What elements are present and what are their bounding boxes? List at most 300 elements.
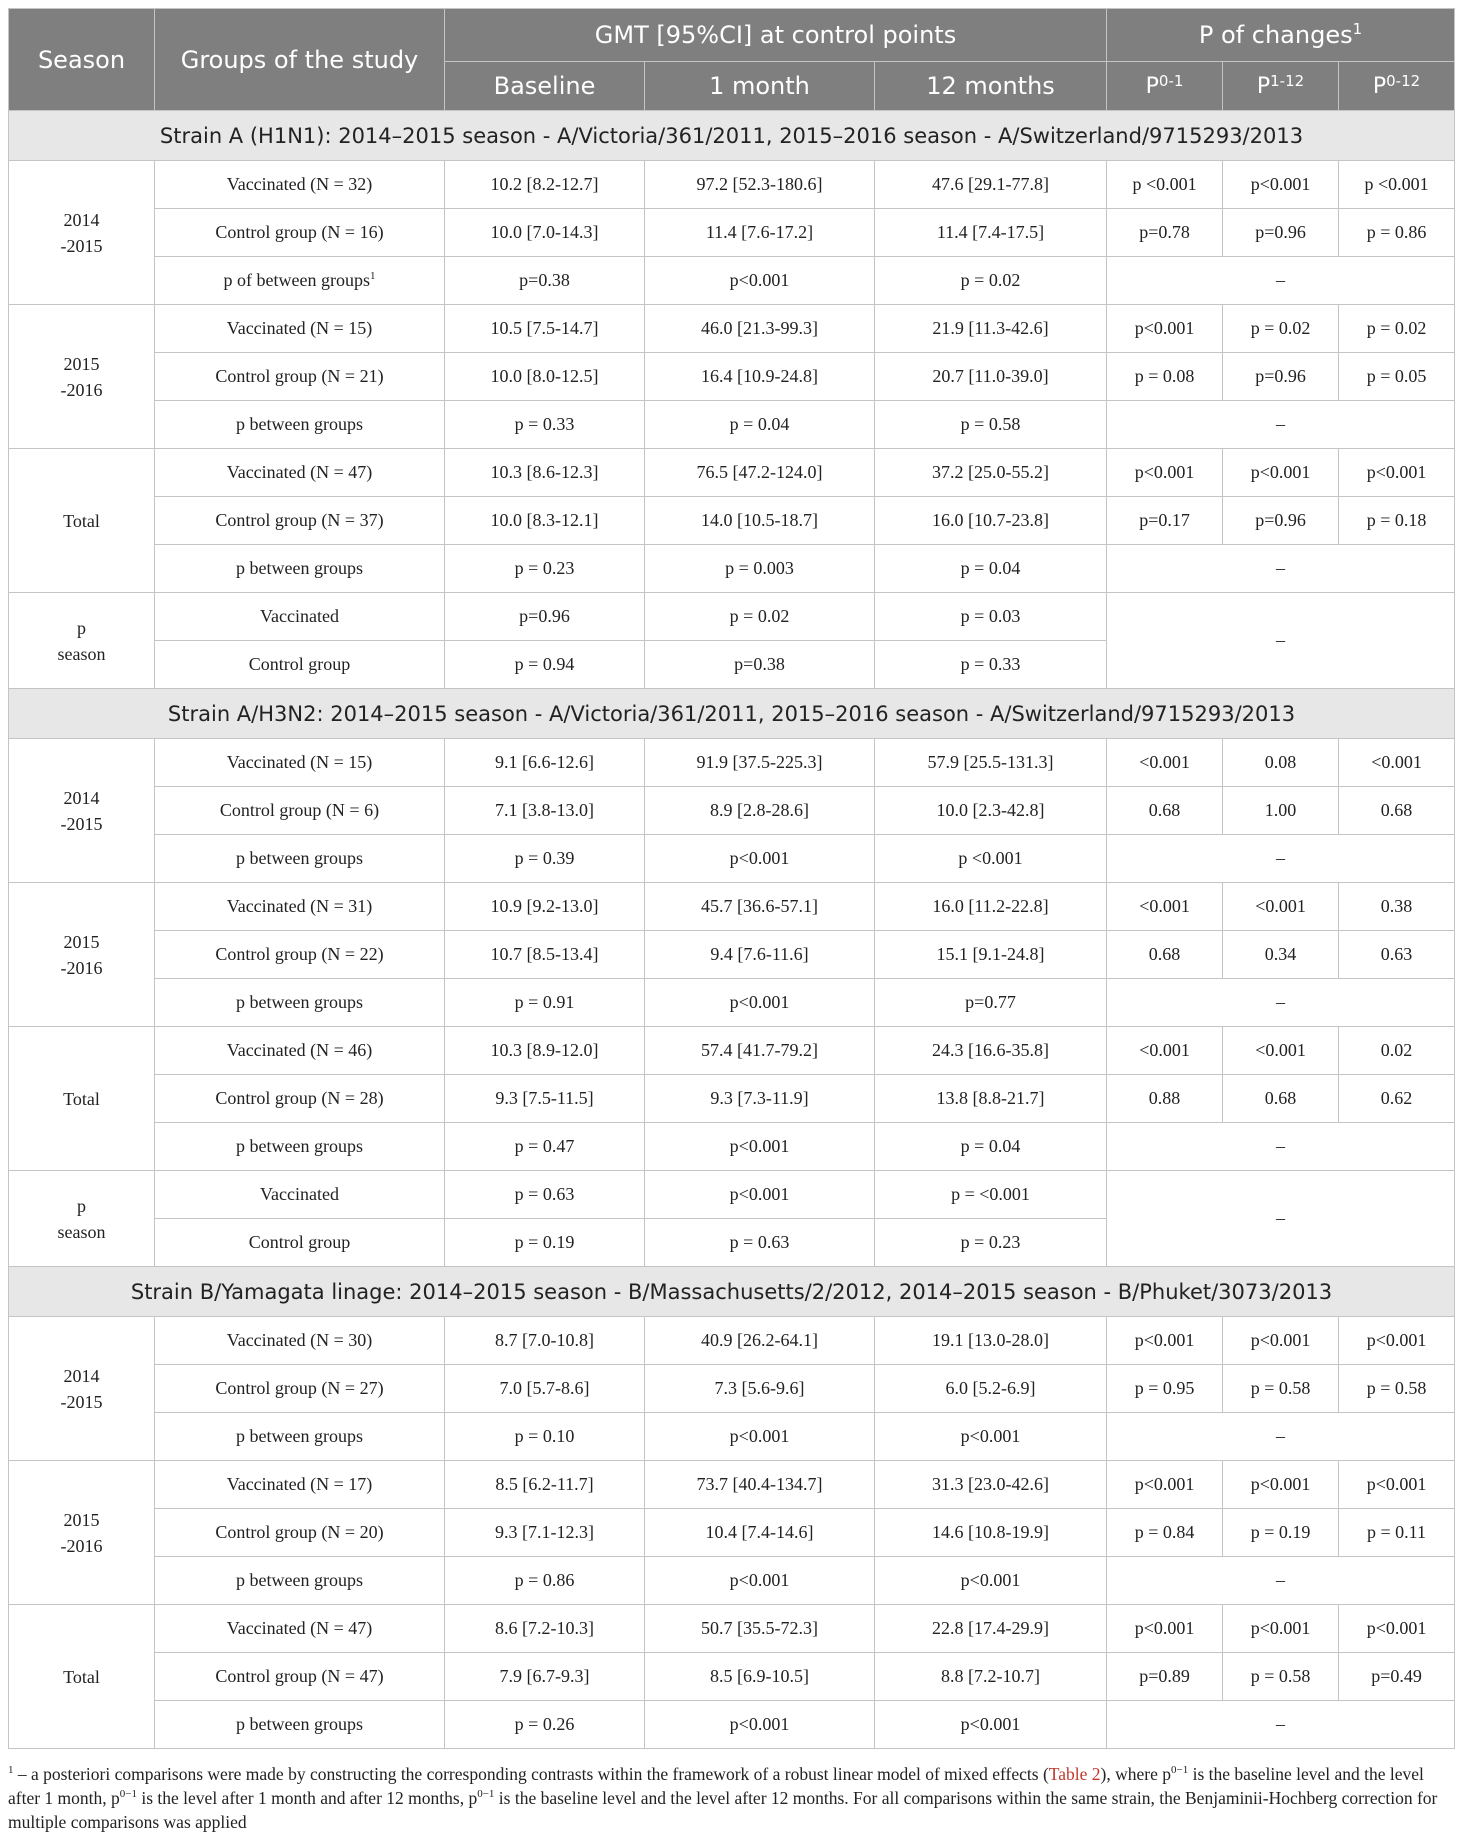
month-12-cell: p = 0.04 bbox=[875, 545, 1107, 593]
header-season: Season bbox=[9, 9, 155, 111]
p-season-label: p bbox=[77, 617, 86, 638]
group-cell bbox=[155, 1365, 445, 1413]
group-cell bbox=[155, 931, 445, 979]
baseline-cell: 10.0 [7.0-14.3] bbox=[445, 209, 645, 257]
table-row bbox=[9, 401, 1455, 449]
group-cell bbox=[155, 1509, 445, 1557]
group-label: p of between groups bbox=[223, 270, 370, 290]
group-cell bbox=[155, 1653, 445, 1701]
p-0-1-cell: p=0.78 bbox=[1107, 209, 1223, 257]
footnote-sup-2: 0−1 bbox=[119, 1788, 137, 1800]
month-1-cell: p<0.001 bbox=[645, 1557, 875, 1605]
month-1-cell: 76.5 [47.2-124.0] bbox=[645, 449, 875, 497]
baseline-cell: 10.9 [9.2-13.0] bbox=[445, 883, 645, 931]
group-label: Control group (N = 27) bbox=[215, 1378, 384, 1398]
month-12-cell: 57.9 [25.5-131.3] bbox=[875, 739, 1107, 787]
group-cell bbox=[155, 739, 445, 787]
p-0-12-cell: p<0.001 bbox=[1339, 449, 1455, 497]
p-1-12-cell: p<0.001 bbox=[1223, 1317, 1339, 1365]
group-label: Control group (N = 6) bbox=[219, 800, 380, 820]
season-cell bbox=[9, 1461, 155, 1605]
month-12-cell: p = <0.001 bbox=[875, 1171, 1107, 1219]
p-1-12-cell: 0.08 bbox=[1223, 739, 1339, 787]
group-cell bbox=[155, 209, 445, 257]
baseline-cell: 8.6 [7.2-10.3] bbox=[445, 1605, 645, 1653]
baseline-cell: p=0.96 bbox=[445, 593, 645, 641]
group-label: Control group (N = 28) bbox=[215, 1088, 384, 1108]
p-changes-dash-cell: – bbox=[1107, 1557, 1455, 1605]
baseline-cell: p = 0.23 bbox=[445, 545, 645, 593]
month-12-cell: p = 0.02 bbox=[875, 257, 1107, 305]
p-1-12-cell: p = 0.19 bbox=[1223, 1509, 1339, 1557]
p-1-12-cell: 1.00 bbox=[1223, 787, 1339, 835]
month-1-cell: 9.4 [7.6-11.6] bbox=[645, 931, 875, 979]
group-cell bbox=[155, 305, 445, 353]
p-0-12-cell: <0.001 bbox=[1339, 739, 1455, 787]
month-12-cell: p = 0.03 bbox=[875, 593, 1107, 641]
p-1-12-cell: <0.001 bbox=[1223, 883, 1339, 931]
table-row bbox=[9, 1461, 1455, 1509]
month-12-cell: 14.6 [10.8-19.9] bbox=[875, 1509, 1107, 1557]
strain-title: Strain B/Yamagata linage: 2014–2015 season - B/Massachusetts/2/2012, 2014–2015 season - B/Phuket/3073/2013 bbox=[9, 1267, 1455, 1317]
month-12-cell: 47.6 [29.1-77.8] bbox=[875, 161, 1107, 209]
group-cell bbox=[155, 787, 445, 835]
month-1-cell: p<0.001 bbox=[645, 1701, 875, 1749]
group-label: p between groups bbox=[236, 992, 363, 1012]
group-label: p between groups bbox=[236, 1426, 363, 1446]
table-row bbox=[9, 883, 1455, 931]
table-row bbox=[9, 1701, 1455, 1749]
group-cell bbox=[155, 1461, 445, 1509]
p-1-12-cell: 0.68 bbox=[1223, 1075, 1339, 1123]
month-1-cell: 50.7 [35.5-72.3] bbox=[645, 1605, 875, 1653]
group-cell bbox=[155, 497, 445, 545]
table-row bbox=[9, 739, 1455, 787]
season-label: Total bbox=[63, 1666, 100, 1687]
p-1-12-cell: p<0.001 bbox=[1223, 449, 1339, 497]
group-label: Control group (N = 16) bbox=[215, 222, 384, 242]
p-changes-dash-cell: – bbox=[1107, 1123, 1455, 1171]
month-1-cell: p = 0.02 bbox=[645, 593, 875, 641]
season-label: 2014 bbox=[63, 1365, 100, 1386]
month-1-cell: 73.7 [40.4-134.7] bbox=[645, 1461, 875, 1509]
month-12-cell: 37.2 [25.0-55.2] bbox=[875, 449, 1107, 497]
month-12-cell: 10.0 [2.3-42.8] bbox=[875, 787, 1107, 835]
baseline-cell: 10.3 [8.9-12.0] bbox=[445, 1027, 645, 1075]
table-row bbox=[9, 787, 1455, 835]
season-cell bbox=[9, 161, 155, 305]
month-12-cell: 6.0 [5.2-6.9] bbox=[875, 1365, 1107, 1413]
month-12-cell: p<0.001 bbox=[875, 1701, 1107, 1749]
month-12-cell: 13.8 [8.8-21.7] bbox=[875, 1075, 1107, 1123]
p-changes-dash-cell: – bbox=[1107, 401, 1455, 449]
p-1-12-cell: p=0.96 bbox=[1223, 209, 1339, 257]
p-changes-dash-cell: – bbox=[1107, 257, 1455, 305]
month-1-cell: p = 0.003 bbox=[645, 545, 875, 593]
table-row bbox=[9, 353, 1455, 401]
table-body bbox=[9, 111, 1455, 1749]
baseline-cell: p = 0.91 bbox=[445, 979, 645, 1027]
strain-title: Strain A (H1N1): 2014–2015 season - A/Victoria/361/2011, 2015–2016 season - A/Switzerland/9715293/2013 bbox=[9, 111, 1455, 161]
month-12-cell: p<0.001 bbox=[875, 1413, 1107, 1461]
group-label: Vaccinated (N = 30) bbox=[226, 1330, 373, 1350]
group-footnote-marker: 1 bbox=[369, 270, 376, 282]
footnote-marker: 1 bbox=[8, 1764, 14, 1776]
season-cell bbox=[9, 1027, 155, 1171]
group-cell: Vaccinated bbox=[155, 593, 445, 641]
p-1-12-cell: p = 0.02 bbox=[1223, 305, 1339, 353]
group-label: Vaccinated (N = 15) bbox=[226, 752, 373, 772]
table-row bbox=[9, 161, 1455, 209]
month-12-cell: 11.4 [7.4-17.5] bbox=[875, 209, 1107, 257]
baseline-cell: p = 0.94 bbox=[445, 641, 645, 689]
month-12-cell: p=0.77 bbox=[875, 979, 1107, 1027]
group-cell bbox=[155, 257, 445, 305]
header-p-changes-sup: 1 bbox=[1352, 20, 1363, 38]
group-cell bbox=[155, 353, 445, 401]
table-header bbox=[9, 9, 1455, 111]
p-0-1-cell: <0.001 bbox=[1107, 1027, 1223, 1075]
group-label: Control group (N = 47) bbox=[215, 1666, 384, 1686]
group-label: Vaccinated (N = 31) bbox=[226, 896, 373, 916]
table-row bbox=[9, 1317, 1455, 1365]
group-label: p between groups bbox=[236, 1714, 363, 1734]
header-1-month: 1 month bbox=[645, 62, 875, 111]
header-p-1-12-sup: 1-12 bbox=[1270, 71, 1305, 90]
header-p-changes-label: P of changes bbox=[1198, 21, 1353, 49]
month-12-cell: 8.8 [7.2-10.7] bbox=[875, 1653, 1107, 1701]
season-cell bbox=[9, 1605, 155, 1749]
season-label: 2015 bbox=[63, 353, 100, 374]
month-12-cell: 21.9 [11.3-42.6] bbox=[875, 305, 1107, 353]
group-label: Vaccinated (N = 15) bbox=[226, 318, 373, 338]
month-1-cell: p<0.001 bbox=[645, 1123, 875, 1171]
table-row bbox=[9, 1653, 1455, 1701]
group-cell bbox=[155, 1701, 445, 1749]
group-cell bbox=[155, 835, 445, 883]
group-label: p between groups bbox=[236, 1570, 363, 1590]
table-row bbox=[9, 835, 1455, 883]
header-gmt: GMT [95%CI] at control points bbox=[445, 9, 1107, 62]
group-cell bbox=[155, 161, 445, 209]
header-p-1-12-label: P bbox=[1256, 73, 1271, 99]
header-p-0-1-sup: 0-1 bbox=[1158, 71, 1184, 90]
month-1-cell: 9.3 [7.3-11.9] bbox=[645, 1075, 875, 1123]
baseline-cell: p = 0.10 bbox=[445, 1413, 645, 1461]
group-label: p between groups bbox=[236, 1136, 363, 1156]
p-0-12-cell: p<0.001 bbox=[1339, 1605, 1455, 1653]
group-cell bbox=[155, 1557, 445, 1605]
footnote-sup-1: 0−1 bbox=[1170, 1764, 1189, 1776]
p-0-12-cell: 0.68 bbox=[1339, 787, 1455, 835]
season-label-2: -2015 bbox=[60, 813, 103, 834]
p-0-1-cell: 0.68 bbox=[1107, 931, 1223, 979]
p-0-1-cell: p<0.001 bbox=[1107, 1317, 1223, 1365]
gmt-table bbox=[8, 8, 1455, 1749]
header-p-changes bbox=[1107, 9, 1455, 62]
month-12-cell: 24.3 [16.6-35.8] bbox=[875, 1027, 1107, 1075]
table-row bbox=[9, 1075, 1455, 1123]
p-changes-dash-cell: – bbox=[1107, 545, 1455, 593]
baseline-cell: 8.5 [6.2-11.7] bbox=[445, 1461, 645, 1509]
p-season-row bbox=[9, 1171, 1455, 1219]
month-1-cell: 16.4 [10.9-24.8] bbox=[645, 353, 875, 401]
month-1-cell: 7.3 [5.6-9.6] bbox=[645, 1365, 875, 1413]
season-cell bbox=[9, 883, 155, 1027]
month-1-cell: 14.0 [10.5-18.7] bbox=[645, 497, 875, 545]
season-label-2: -2016 bbox=[60, 379, 103, 400]
group-label: Control group (N = 20) bbox=[215, 1522, 384, 1542]
baseline-cell: 10.5 [7.5-14.7] bbox=[445, 305, 645, 353]
p-season-label-2: season bbox=[57, 1221, 106, 1242]
footnote-table-link[interactable]: Table 2 bbox=[1048, 1764, 1101, 1784]
baseline-cell: p = 0.47 bbox=[445, 1123, 645, 1171]
group-label: Control group (N = 21) bbox=[215, 366, 384, 386]
baseline-cell: 10.3 [8.6-12.3] bbox=[445, 449, 645, 497]
season-label-2: -2015 bbox=[60, 235, 103, 256]
p-season-cell bbox=[9, 1171, 155, 1267]
month-1-cell: p = 0.63 bbox=[645, 1219, 875, 1267]
footnote-text-5: is the baseline level and the level after 12 months. For all comparisons within the same strain, the Benjaminii-Hochberg correction for multiple comparisons was applied bbox=[8, 1788, 1438, 1832]
group-cell bbox=[155, 979, 445, 1027]
season-label-2: -2015 bbox=[60, 1391, 103, 1412]
p-season-row bbox=[9, 593, 1455, 641]
season-cell bbox=[9, 449, 155, 593]
header-p-0-12-label: P bbox=[1372, 73, 1387, 99]
table-row bbox=[9, 497, 1455, 545]
p-changes-dash-cell: – bbox=[1107, 1701, 1455, 1749]
group-cell bbox=[155, 1075, 445, 1123]
month-1-cell: 45.7 [36.6-57.1] bbox=[645, 883, 875, 931]
baseline-cell: 10.0 [8.0-12.5] bbox=[445, 353, 645, 401]
baseline-cell: p = 0.86 bbox=[445, 1557, 645, 1605]
month-12-cell: 20.7 [11.0-39.0] bbox=[875, 353, 1107, 401]
p-0-12-cell: p<0.001 bbox=[1339, 1317, 1455, 1365]
table-row bbox=[9, 1123, 1455, 1171]
group-cell bbox=[155, 1317, 445, 1365]
group-cell: Control group bbox=[155, 641, 445, 689]
group-cell bbox=[155, 883, 445, 931]
strain-header-row bbox=[9, 111, 1455, 161]
header-groups: Groups of the study bbox=[155, 9, 445, 111]
p-0-12-cell: p=0.49 bbox=[1339, 1653, 1455, 1701]
p-season-label-2: season bbox=[57, 643, 106, 664]
month-12-cell: p = 0.58 bbox=[875, 401, 1107, 449]
p-0-12-cell: p <0.001 bbox=[1339, 161, 1455, 209]
p-1-12-cell: p=0.96 bbox=[1223, 497, 1339, 545]
season-label-2: -2016 bbox=[60, 957, 103, 978]
p-0-1-cell: <0.001 bbox=[1107, 739, 1223, 787]
month-1-cell: p<0.001 bbox=[645, 1413, 875, 1461]
season-label-2: -2016 bbox=[60, 1535, 103, 1556]
month-12-cell: p = 0.23 bbox=[875, 1219, 1107, 1267]
season-label: Total bbox=[63, 510, 100, 531]
p-1-12-cell: <0.001 bbox=[1223, 1027, 1339, 1075]
header-12-months: 12 months bbox=[875, 62, 1107, 111]
p-changes-dash-cell: – bbox=[1107, 593, 1455, 689]
group-cell bbox=[155, 545, 445, 593]
baseline-cell: 10.7 [8.5-13.4] bbox=[445, 931, 645, 979]
group-cell: Control group bbox=[155, 1219, 445, 1267]
table-row bbox=[9, 1605, 1455, 1653]
month-12-cell: 16.0 [11.2-22.8] bbox=[875, 883, 1107, 931]
month-12-cell: p <0.001 bbox=[875, 835, 1107, 883]
group-cell bbox=[155, 449, 445, 497]
p-0-1-cell: p<0.001 bbox=[1107, 449, 1223, 497]
month-12-cell: p = 0.04 bbox=[875, 1123, 1107, 1171]
month-1-cell: p<0.001 bbox=[645, 835, 875, 883]
season-label: 2014 bbox=[63, 209, 100, 230]
p-season-cell bbox=[9, 593, 155, 689]
month-12-cell: p = 0.33 bbox=[875, 641, 1107, 689]
month-12-cell: p<0.001 bbox=[875, 1557, 1107, 1605]
season-label: Total bbox=[63, 1088, 100, 1109]
baseline-cell: 8.7 [7.0-10.8] bbox=[445, 1317, 645, 1365]
month-12-cell: 22.8 [17.4-29.9] bbox=[875, 1605, 1107, 1653]
group-cell bbox=[155, 1027, 445, 1075]
baseline-cell: 10.0 [8.3-12.1] bbox=[445, 497, 645, 545]
season-cell bbox=[9, 739, 155, 883]
footnote-text-2: ), where p bbox=[1100, 1764, 1171, 1784]
month-1-cell: 8.9 [2.8-28.6] bbox=[645, 787, 875, 835]
group-cell bbox=[155, 401, 445, 449]
footnote-text-1: – a posteriori comparisons were made by constructing the corresponding contrasts within the framework of a robust linear model of mixed effects ( bbox=[13, 1764, 1049, 1784]
p-0-12-cell: p = 0.11 bbox=[1339, 1509, 1455, 1557]
month-1-cell: p<0.001 bbox=[645, 1171, 875, 1219]
month-1-cell: 10.4 [7.4-14.6] bbox=[645, 1509, 875, 1557]
p-0-1-cell: p = 0.84 bbox=[1107, 1509, 1223, 1557]
table-row bbox=[9, 305, 1455, 353]
group-cell: Vaccinated bbox=[155, 1171, 445, 1219]
table-row bbox=[9, 257, 1455, 305]
baseline-cell: p = 0.33 bbox=[445, 401, 645, 449]
baseline-cell: p = 0.39 bbox=[445, 835, 645, 883]
p-1-12-cell: p = 0.58 bbox=[1223, 1653, 1339, 1701]
header-p-0-1 bbox=[1107, 62, 1223, 111]
group-label: Control group (N = 37) bbox=[215, 510, 384, 530]
p-0-12-cell: 0.63 bbox=[1339, 931, 1455, 979]
table-row bbox=[9, 209, 1455, 257]
p-1-12-cell: p<0.001 bbox=[1223, 1605, 1339, 1653]
p-1-12-cell: p=0.96 bbox=[1223, 353, 1339, 401]
month-12-cell: 19.1 [13.0-28.0] bbox=[875, 1317, 1107, 1365]
group-cell bbox=[155, 1413, 445, 1461]
p-0-1-cell: p=0.89 bbox=[1107, 1653, 1223, 1701]
baseline-cell: 9.3 [7.5-11.5] bbox=[445, 1075, 645, 1123]
table-row bbox=[9, 979, 1455, 1027]
header-p-0-1-label: P bbox=[1145, 73, 1159, 99]
strain-header-row bbox=[9, 1267, 1455, 1317]
p-0-12-cell: p = 0.18 bbox=[1339, 497, 1455, 545]
baseline-cell: 9.1 [6.6-12.6] bbox=[445, 739, 645, 787]
p-0-12-cell: p<0.001 bbox=[1339, 1461, 1455, 1509]
season-label: 2015 bbox=[63, 1509, 100, 1530]
month-12-cell: 15.1 [9.1-24.8] bbox=[875, 931, 1107, 979]
baseline-cell: p = 0.19 bbox=[445, 1219, 645, 1267]
header-p-0-12 bbox=[1339, 62, 1455, 111]
group-label: Vaccinated (N = 32) bbox=[226, 174, 373, 194]
baseline-cell: p=0.38 bbox=[445, 257, 645, 305]
month-1-cell: p<0.001 bbox=[645, 979, 875, 1027]
p-0-12-cell: p = 0.58 bbox=[1339, 1365, 1455, 1413]
baseline-cell: 9.3 [7.1-12.3] bbox=[445, 1509, 645, 1557]
month-1-cell: 57.4 [41.7-79.2] bbox=[645, 1027, 875, 1075]
baseline-cell: 10.2 [8.2-12.7] bbox=[445, 161, 645, 209]
table-row bbox=[9, 449, 1455, 497]
p-1-12-cell: 0.34 bbox=[1223, 931, 1339, 979]
p-season-label: p bbox=[77, 1195, 86, 1216]
group-label: Vaccinated (N = 47) bbox=[226, 462, 373, 482]
baseline-cell: 7.1 [3.8-13.0] bbox=[445, 787, 645, 835]
table-container bbox=[8, 8, 1454, 1749]
month-1-cell: p<0.001 bbox=[645, 257, 875, 305]
p-0-1-cell: 0.68 bbox=[1107, 787, 1223, 835]
season-label: 2014 bbox=[63, 787, 100, 808]
baseline-cell: 7.9 [6.7-9.3] bbox=[445, 1653, 645, 1701]
baseline-cell: 7.0 [5.7-8.6] bbox=[445, 1365, 645, 1413]
month-1-cell: 46.0 [21.3-99.3] bbox=[645, 305, 875, 353]
header-baseline: Baseline bbox=[445, 62, 645, 111]
p-1-12-cell: p = 0.58 bbox=[1223, 1365, 1339, 1413]
p-0-12-cell: p = 0.02 bbox=[1339, 305, 1455, 353]
p-changes-dash-cell: – bbox=[1107, 835, 1455, 883]
month-12-cell: 31.3 [23.0-42.6] bbox=[875, 1461, 1107, 1509]
p-0-1-cell: p = 0.08 bbox=[1107, 353, 1223, 401]
p-0-1-cell: <0.001 bbox=[1107, 883, 1223, 931]
group-label: Vaccinated (N = 17) bbox=[226, 1474, 373, 1494]
p-0-1-cell: p<0.001 bbox=[1107, 305, 1223, 353]
group-label: Vaccinated (N = 46) bbox=[226, 1040, 373, 1060]
table-row bbox=[9, 1509, 1455, 1557]
baseline-cell: p = 0.26 bbox=[445, 1701, 645, 1749]
p-0-1-cell: p<0.001 bbox=[1107, 1605, 1223, 1653]
footnote-sup-3: 0−1 bbox=[477, 1788, 495, 1800]
strain-header-row bbox=[9, 689, 1455, 739]
month-1-cell: 97.2 [52.3-180.6] bbox=[645, 161, 875, 209]
footnote-text-4: is the level after 1 month and after 12 months, p bbox=[137, 1788, 478, 1808]
month-1-cell: p=0.38 bbox=[645, 641, 875, 689]
p-0-12-cell: 0.38 bbox=[1339, 883, 1455, 931]
month-1-cell: p = 0.04 bbox=[645, 401, 875, 449]
table-row bbox=[9, 545, 1455, 593]
p-0-1-cell: p <0.001 bbox=[1107, 161, 1223, 209]
season-label: 2015 bbox=[63, 931, 100, 952]
table-row bbox=[9, 1365, 1455, 1413]
header-p-0-12-sup: 0-12 bbox=[1386, 71, 1421, 90]
p-0-12-cell: p = 0.86 bbox=[1339, 209, 1455, 257]
group-label: p between groups bbox=[236, 848, 363, 868]
p-1-12-cell: p<0.001 bbox=[1223, 1461, 1339, 1509]
footnote bbox=[8, 1762, 1454, 1834]
p-0-12-cell: p = 0.05 bbox=[1339, 353, 1455, 401]
strain-title: Strain A/H3N2: 2014–2015 season - A/Victoria/361/2011, 2015–2016 season - A/Switzerland/9715293/2013 bbox=[9, 689, 1455, 739]
month-1-cell: 8.5 [6.9-10.5] bbox=[645, 1653, 875, 1701]
p-1-12-cell: p<0.001 bbox=[1223, 161, 1339, 209]
header-p-1-12 bbox=[1223, 62, 1339, 111]
p-0-12-cell: 0.02 bbox=[1339, 1027, 1455, 1075]
p-changes-dash-cell: – bbox=[1107, 1413, 1455, 1461]
baseline-cell: p = 0.63 bbox=[445, 1171, 645, 1219]
group-cell bbox=[155, 1123, 445, 1171]
table-row bbox=[9, 931, 1455, 979]
group-label: Control group (N = 22) bbox=[215, 944, 384, 964]
group-label: Vaccinated (N = 47) bbox=[226, 1618, 373, 1638]
footnote-text-3: is the baseline level and the level after 1 month, p bbox=[8, 1764, 1424, 1808]
p-changes-dash-cell: – bbox=[1107, 1171, 1455, 1267]
season-cell bbox=[9, 305, 155, 449]
table-row bbox=[9, 1557, 1455, 1605]
p-0-1-cell: p=0.17 bbox=[1107, 497, 1223, 545]
